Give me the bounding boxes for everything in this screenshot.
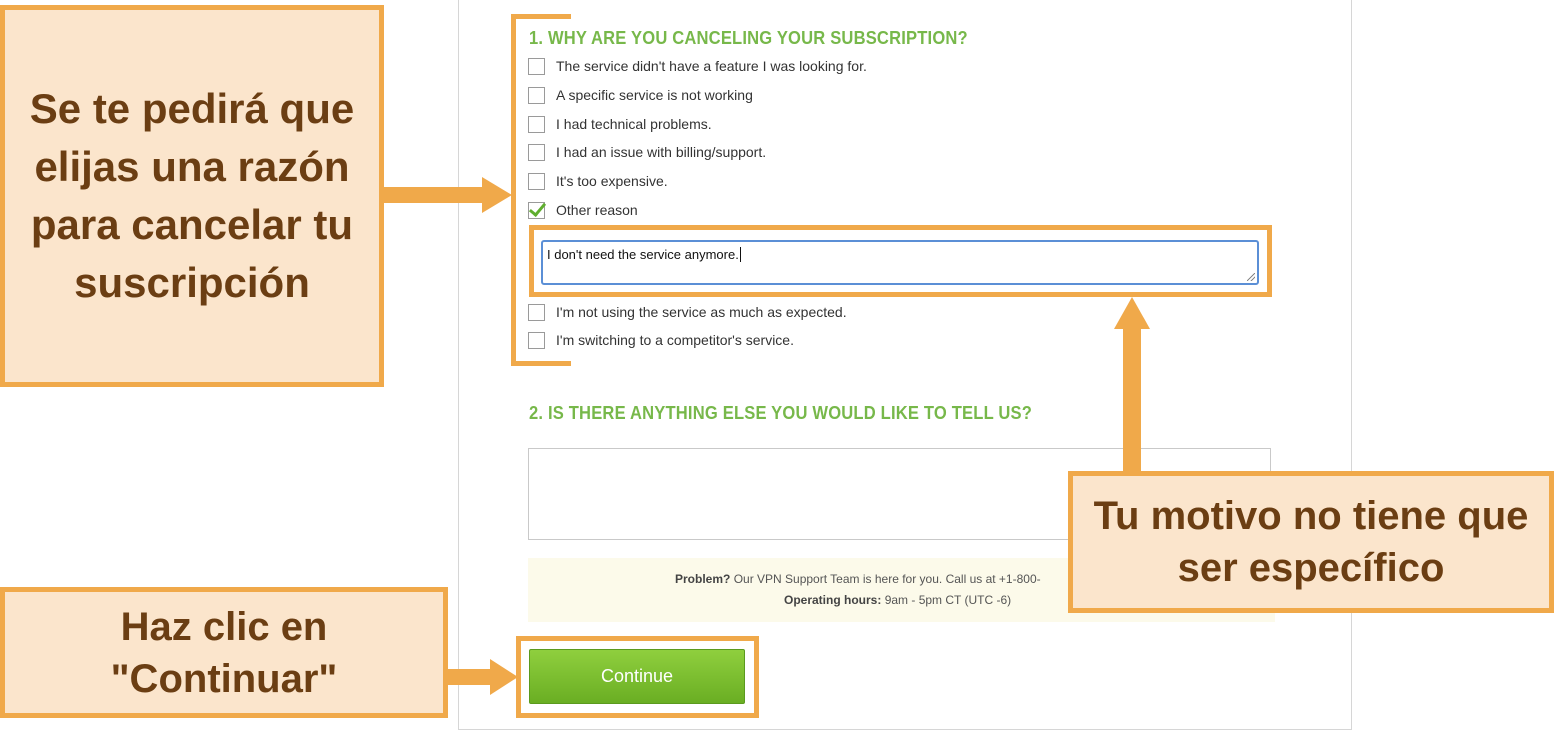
reason-option-missing-feature[interactable]	[528, 56, 867, 76]
reason-callout	[0, 5, 384, 387]
arrowhead-right-icon	[482, 177, 512, 213]
problem-text: Our VPN Support Team is here for you. Call us at +1-800-	[733, 572, 1041, 586]
option-label: A specific service is not working	[556, 87, 753, 103]
arrowhead-up-icon	[1114, 297, 1150, 329]
problem-label: Problem?	[675, 572, 731, 586]
reason-option-not-using[interactable]	[528, 302, 847, 322]
arrow-right-icon	[448, 669, 493, 685]
option-label: The service didn't have a feature I was looking for.	[556, 58, 867, 74]
continue-highlight	[516, 636, 759, 718]
arrow-up-icon	[1123, 325, 1141, 473]
continue-callout	[0, 587, 448, 718]
support-line-2	[784, 593, 1011, 607]
reason-callout-text: Se te pedirá que elijas una razón para cancelar tu suscripción	[29, 85, 355, 306]
continue-button[interactable]: Continue	[529, 649, 745, 704]
option-label: It's too expensive.	[556, 173, 668, 189]
question-1-bracket	[511, 14, 571, 366]
arrowhead-right-icon	[490, 659, 518, 695]
specific-callout	[1068, 471, 1554, 613]
specific-callout-text: Tu motivo no tiene que ser específico	[1093, 494, 1529, 590]
question-1-title: 1. WHY ARE YOU CANCELING YOUR SUBSCRIPTION?	[529, 28, 968, 48]
option-label: I had technical problems.	[556, 116, 712, 132]
other-reason-highlight	[529, 225, 1272, 297]
option-label: I had an issue with billing/support.	[556, 144, 767, 160]
other-reason-text: I don't need the service anymore.	[547, 247, 739, 262]
hours-text: 9am - 5pm CT (UTC -6)	[884, 593, 1012, 607]
continue-callout-text: Haz clic en "Continuar"	[110, 604, 338, 701]
option-label: Other reason	[556, 202, 638, 218]
hours-label: Operating hours:	[784, 593, 882, 607]
support-line-1	[675, 572, 1041, 586]
option-label: I'm not using the service as much as expected.	[556, 304, 847, 320]
question-2-title: 2. IS THERE ANYTHING ELSE YOU WOULD LIKE TO TELL US?	[529, 403, 1033, 423]
arrow-right-icon	[384, 187, 484, 203]
option-label: I'm switching to a competitor's service.	[556, 332, 794, 348]
